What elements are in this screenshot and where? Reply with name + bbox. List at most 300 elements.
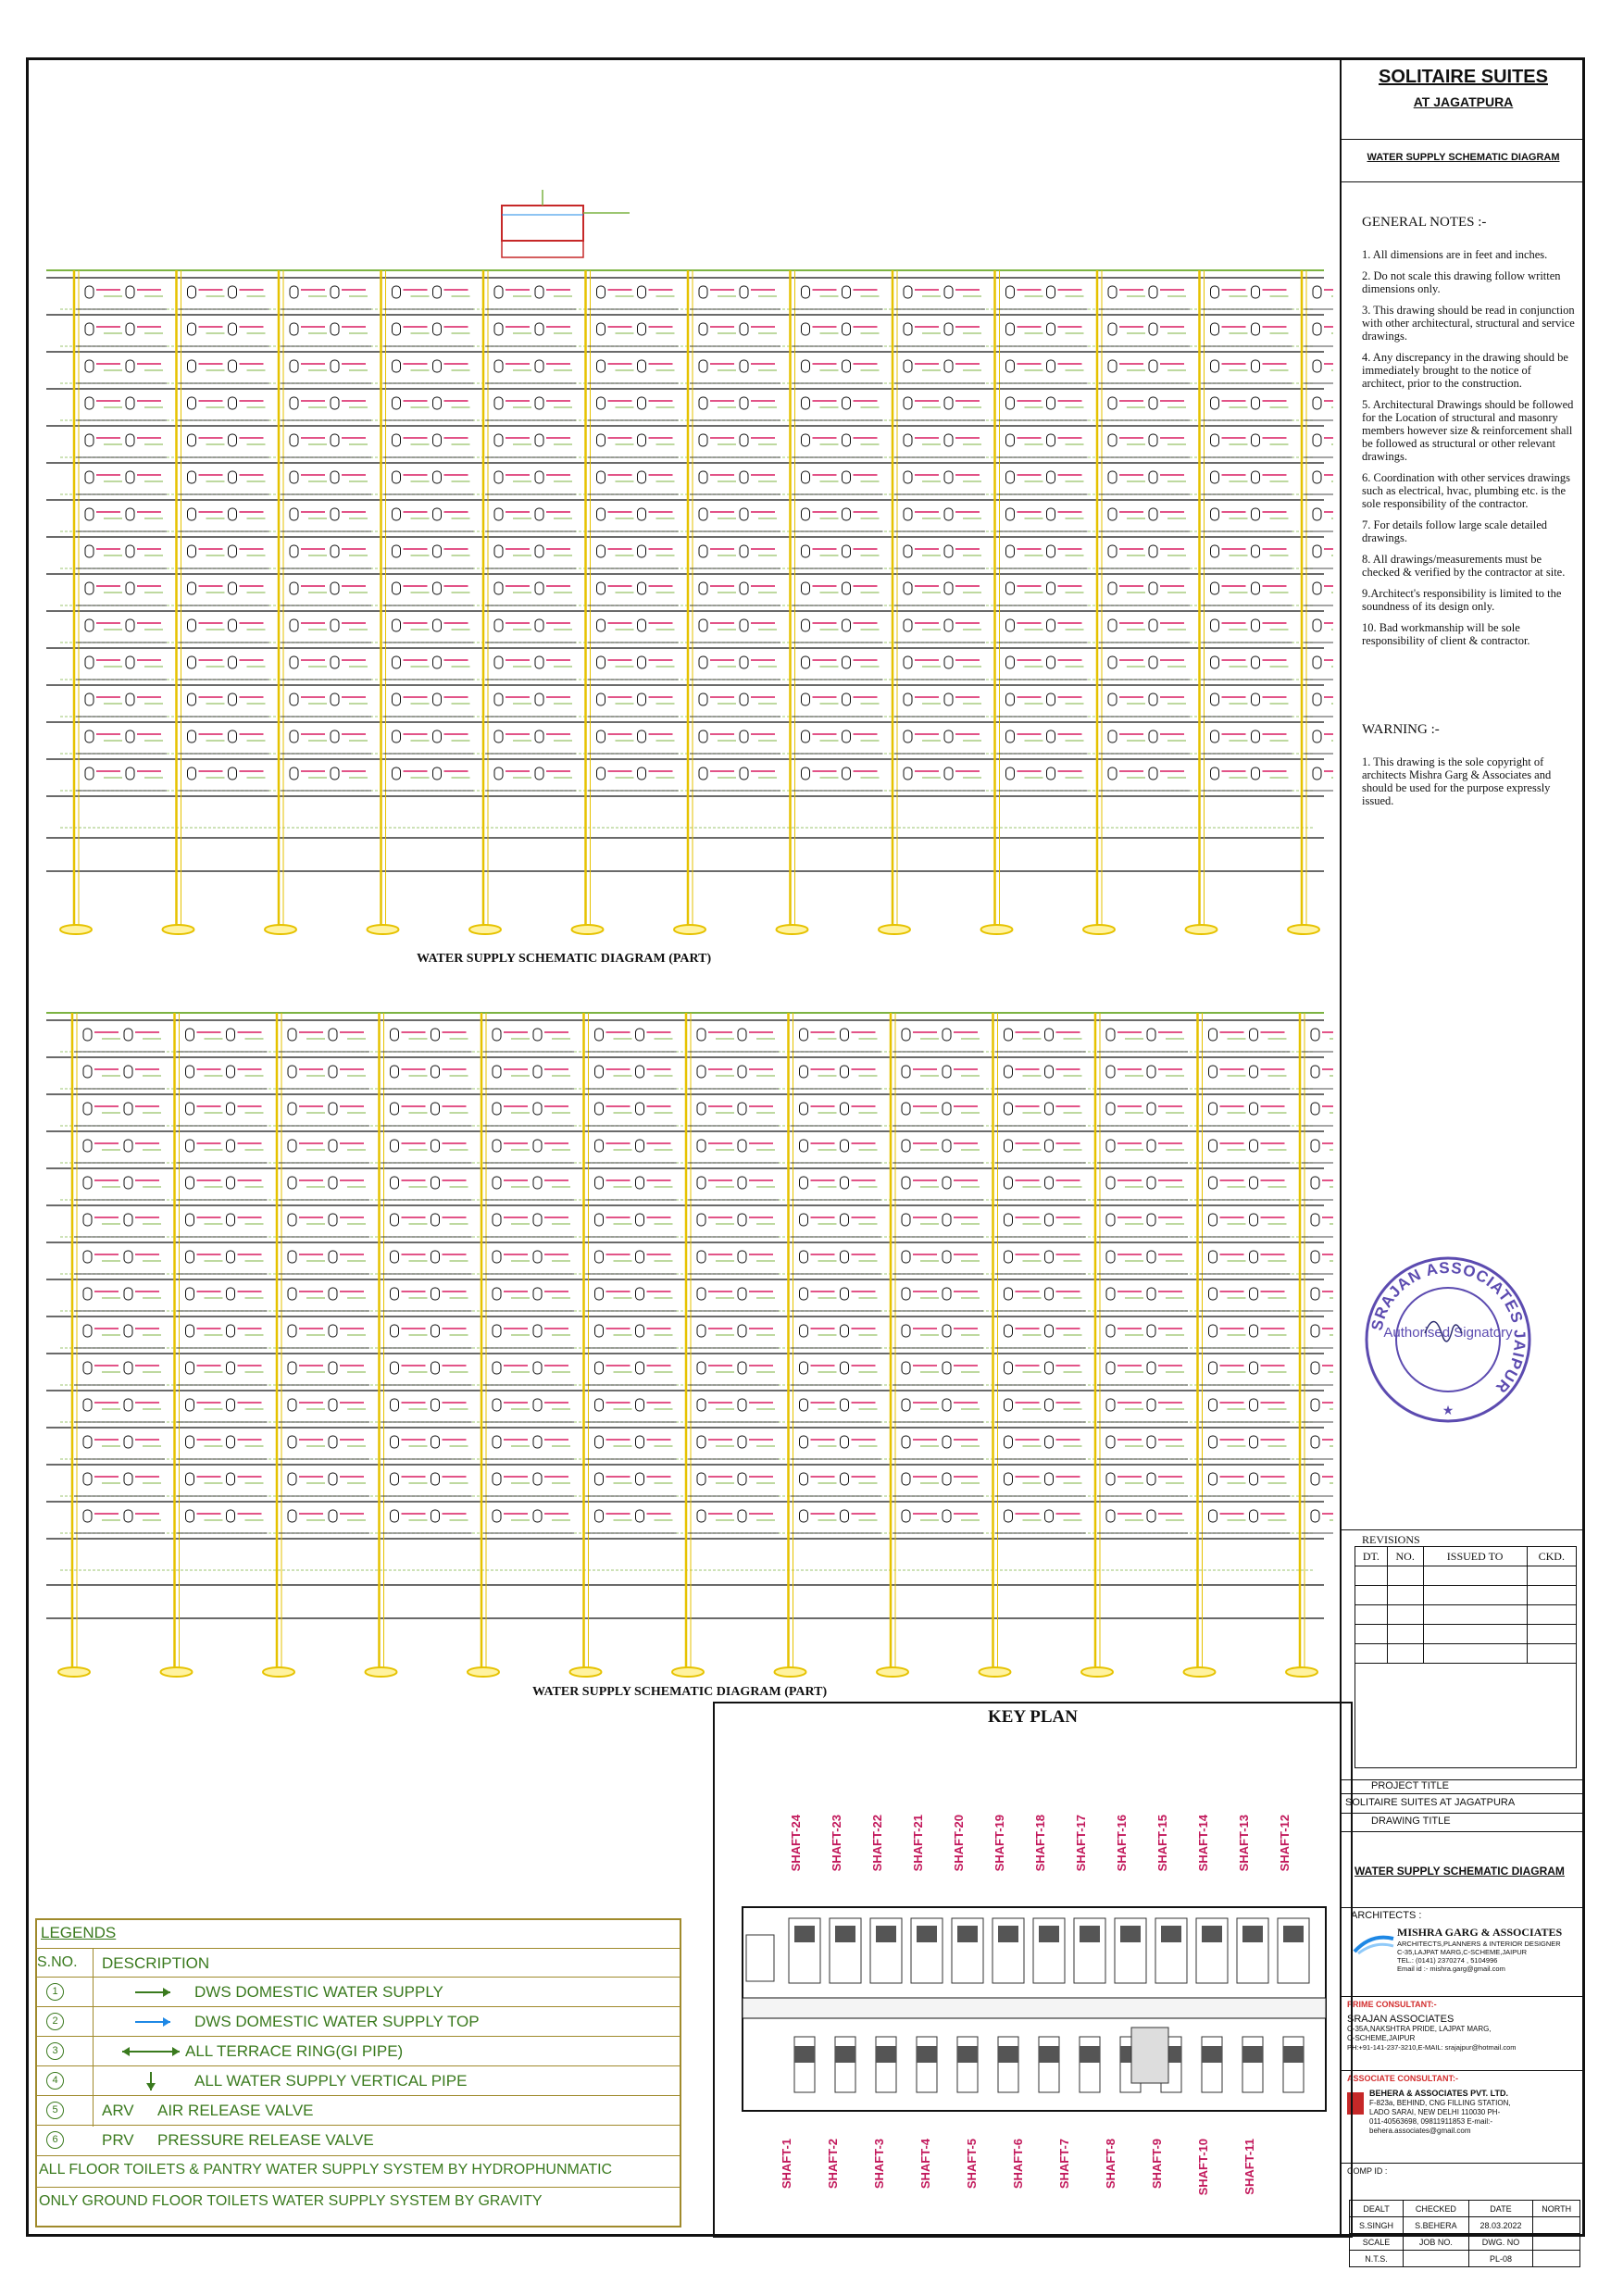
room-fixture	[1039, 2046, 1059, 2063]
toilet-fixture	[494, 397, 503, 409]
toilet-fixture	[1045, 1251, 1054, 1263]
toilet-fixture	[288, 1251, 296, 1263]
toilet-fixture	[697, 1140, 705, 1152]
toilet-fixture	[1047, 582, 1055, 594]
toilet-fixture	[1108, 323, 1117, 335]
shaft-label: SHAFT-6	[1011, 2139, 1025, 2190]
toilet-fixture	[944, 508, 953, 520]
toilet-fixture	[800, 1066, 808, 1078]
toilet-fixture	[229, 360, 237, 372]
toilet-fixture	[1045, 1140, 1054, 1152]
toilet-fixture	[944, 545, 953, 557]
toilet-fixture	[331, 545, 339, 557]
toilet-fixture	[1209, 1029, 1217, 1041]
legend-row	[37, 2036, 680, 2065]
signoff-cell: S.SINGH	[1350, 2217, 1404, 2234]
toilet-fixture	[904, 582, 912, 594]
toilet-fixture	[433, 656, 442, 668]
signoff-cell	[1533, 2217, 1580, 2234]
toilet-fixture	[391, 1066, 399, 1078]
toilet-fixture	[227, 1362, 235, 1374]
toilet-fixture	[595, 1029, 604, 1041]
toilet-fixture	[290, 693, 298, 705]
toilet-fixture	[902, 1362, 910, 1374]
toilet-fixture	[433, 323, 442, 335]
toilet-fixture	[1313, 471, 1321, 483]
toilet-fixture	[1209, 1510, 1217, 1522]
toilet-fixture	[433, 360, 442, 372]
toilet-fixture	[290, 397, 298, 409]
toilet-fixture	[1047, 323, 1055, 335]
toilet-fixture	[902, 1325, 910, 1337]
toilet-fixture	[1106, 1288, 1115, 1300]
toilet-fixture	[904, 397, 912, 409]
legend-row-description: PRESSURE RELEASE VALVE	[157, 2131, 374, 2149]
toilet-fixture	[636, 1177, 644, 1189]
toilet-fixture	[1211, 434, 1219, 446]
toilet-fixture	[1006, 397, 1015, 409]
toilet-fixture	[1047, 286, 1055, 298]
toilet-fixture	[638, 582, 646, 594]
toilet-fixture	[124, 1473, 132, 1485]
toilet-fixture	[1147, 1103, 1155, 1115]
toilet-fixture	[1313, 397, 1321, 409]
legend-symbol-icon	[119, 2013, 183, 2031]
toilet-fixture	[636, 1251, 644, 1263]
toilet-fixture	[800, 1177, 808, 1189]
toilet-fixture	[290, 323, 298, 335]
toilet-fixture	[433, 619, 442, 631]
toilet-fixture	[431, 1103, 440, 1115]
toilet-fixture	[126, 323, 134, 335]
toilet-fixture	[1313, 286, 1321, 298]
toilet-fixture	[288, 1066, 296, 1078]
toilet-fixture	[331, 286, 339, 298]
toilet-fixture	[126, 656, 134, 668]
toilet-fixture	[1313, 693, 1321, 705]
riser-base	[1083, 925, 1115, 934]
shaft-label: SHAFT-17	[1074, 1815, 1088, 1872]
toilet-fixture	[802, 582, 810, 594]
toilet-fixture	[944, 619, 953, 631]
toilet-fixture	[943, 1214, 951, 1226]
riser-base	[879, 925, 910, 934]
toilet-fixture	[1047, 730, 1055, 742]
toilet-fixture	[597, 545, 606, 557]
toilet-fixture	[83, 1029, 92, 1041]
toilet-fixture	[1313, 323, 1321, 335]
toilet-fixture	[494, 619, 503, 631]
legend-box	[35, 1918, 681, 2227]
toilet-fixture	[186, 1103, 194, 1115]
toilet-fixture	[433, 693, 442, 705]
toilet-fixture	[1311, 1214, 1319, 1226]
approval-stamp	[1360, 1252, 1536, 1428]
toilet-fixture	[699, 656, 707, 668]
signoff-cell: PL-08	[1468, 2251, 1533, 2267]
toilet-fixture	[227, 1473, 235, 1485]
toilet-fixture	[493, 1177, 501, 1189]
toilet-fixture	[431, 1436, 440, 1448]
toilet-fixture	[697, 1473, 705, 1485]
toilet-fixture	[740, 286, 748, 298]
toilet-fixture	[1252, 767, 1260, 780]
toilet-fixture	[535, 693, 543, 705]
toilet-fixture	[1149, 656, 1157, 668]
toilet-fixture	[1147, 1362, 1155, 1374]
general-notes	[1362, 248, 1575, 655]
toilet-fixture	[1045, 1362, 1054, 1374]
toilet-fixture	[1045, 1177, 1054, 1189]
toilet-fixture	[1047, 619, 1055, 631]
toilet-fixture	[85, 360, 94, 372]
toilet-fixture	[493, 1473, 501, 1485]
toilet-fixture	[533, 1029, 542, 1041]
toilet-fixture	[126, 545, 134, 557]
toilet-fixture	[1211, 545, 1219, 557]
toilet-fixture	[331, 767, 339, 780]
toilet-fixture	[638, 397, 646, 409]
toilet-fixture	[124, 1214, 132, 1226]
toilet-fixture	[188, 656, 196, 668]
toilet-fixture	[227, 1177, 235, 1189]
toilet-fixture	[1149, 471, 1157, 483]
toilet-fixture	[85, 582, 94, 594]
toilet-fixture	[331, 619, 339, 631]
toilet-fixture	[494, 360, 503, 372]
toilet-fixture	[329, 1140, 337, 1152]
toilet-fixture	[533, 1436, 542, 1448]
toilet-fixture	[636, 1510, 644, 1522]
legend-note-1: ALL FLOOR TOILETS & PANTRY WATER SUPPLY SYSTEM BY HYDROPHUNMATIC	[39, 2162, 613, 2177]
room-fixture	[957, 2046, 978, 2063]
shaft-label: SHAFT-10	[1196, 2139, 1210, 2196]
toilet-fixture	[331, 656, 339, 668]
toilet-fixture	[83, 1436, 92, 1448]
toilet-fixture	[188, 730, 196, 742]
shaft-label: SHAFT-20	[952, 1815, 966, 1872]
toilet-fixture	[1149, 508, 1157, 520]
signoff-table	[1349, 2200, 1580, 2267]
general-note-item: 10. Bad workmanship will be sole responsibility of client & contractor.	[1362, 621, 1530, 647]
toilet-fixture	[699, 471, 707, 483]
toilet-fixture	[1311, 1399, 1319, 1411]
toilet-fixture	[188, 693, 196, 705]
toilet-fixture	[535, 323, 543, 335]
shaft-label: SHAFT-4	[918, 2139, 932, 2190]
room-fixture	[1080, 2046, 1100, 2063]
toilet-fixture	[802, 656, 810, 668]
toilet-fixture	[841, 1251, 849, 1263]
legend-col-sno: S.NO.	[37, 1954, 78, 1970]
toilet-fixture	[904, 508, 912, 520]
toilet-fixture	[188, 286, 196, 298]
toilet-fixture	[1045, 1066, 1054, 1078]
toilet-fixture	[1147, 1325, 1155, 1337]
toilet-fixture	[636, 1399, 644, 1411]
toilet-fixture	[393, 471, 401, 483]
toilet-fixture	[638, 508, 646, 520]
toilet-fixture	[186, 1214, 194, 1226]
toilet-fixture	[944, 582, 953, 594]
toilet-fixture	[1250, 1066, 1258, 1078]
toilet-fixture	[391, 1325, 399, 1337]
toilet-fixture	[740, 397, 748, 409]
toilet-fixture	[124, 1066, 132, 1078]
legend-row-number: 4	[46, 2072, 64, 2090]
toilet-fixture	[1005, 1103, 1013, 1115]
toilet-fixture	[841, 1066, 849, 1078]
toilet-fixture	[229, 286, 237, 298]
toilet-fixture	[393, 508, 401, 520]
legend-symbol-icon	[119, 2042, 183, 2061]
architects-name: MISHRA GARG & ASSOCIATES	[1397, 1926, 1563, 1939]
legend-row-number: 6	[46, 2131, 64, 2149]
legend-row	[37, 1977, 680, 2006]
toilet-fixture	[85, 471, 94, 483]
room-fixture	[876, 1926, 896, 1942]
toilet-fixture	[493, 1288, 501, 1300]
general-note-item: 7. For details follow large scale detailed drawings.	[1362, 518, 1548, 544]
toilet-fixture	[904, 286, 912, 298]
toilet-fixture	[843, 693, 851, 705]
toilet-fixture	[329, 1251, 337, 1263]
toilet-fixture	[126, 471, 134, 483]
toilet-fixture	[83, 1066, 92, 1078]
toilet-fixture	[124, 1251, 132, 1263]
toilet-fixture	[944, 397, 953, 409]
toilet-fixture	[1313, 545, 1321, 557]
toilet-fixture	[1045, 1325, 1054, 1337]
room-fixture	[794, 1926, 815, 1942]
toilet-fixture	[595, 1103, 604, 1115]
shaft-label: SHAFT-5	[965, 2139, 979, 2190]
toilet-fixture	[944, 693, 953, 705]
signoff-cell: DEALT	[1350, 2201, 1404, 2217]
key-plan	[713, 1702, 1353, 2238]
toilet-fixture	[944, 730, 953, 742]
toilet-fixture	[83, 1251, 92, 1263]
toilet-fixture	[638, 434, 646, 446]
toilet-fixture	[1005, 1436, 1013, 1448]
toilet-fixture	[1045, 1103, 1054, 1115]
toilet-fixture	[636, 1066, 644, 1078]
legend-header-row	[37, 1948, 680, 1978]
shaft-label: SHAFT-19	[993, 1815, 1006, 1872]
toilet-fixture	[493, 1436, 501, 1448]
legend-row-description: DWS DOMESTIC WATER SUPPLY	[194, 1983, 443, 2001]
toilet-fixture	[1005, 1251, 1013, 1263]
architects-email: Email id :- mishra.garg@gmail.com	[1397, 1965, 1505, 1973]
toilet-fixture	[1211, 693, 1219, 705]
toilet-fixture	[697, 1510, 705, 1522]
toilet-fixture	[494, 582, 503, 594]
toilet-fixture	[597, 767, 606, 780]
toilet-fixture	[904, 471, 912, 483]
toilet-fixture	[290, 767, 298, 780]
toilet-fixture	[290, 471, 298, 483]
legend-heading: LEGENDS	[41, 1924, 117, 1941]
signoff-cell: DATE	[1468, 2201, 1533, 2217]
toilet-fixture	[1108, 286, 1117, 298]
toilet-fixture	[1106, 1510, 1115, 1522]
toilet-fixture	[431, 1251, 440, 1263]
riser-base	[1081, 1667, 1113, 1677]
toilet-fixture	[1209, 1288, 1217, 1300]
toilet-fixture	[188, 508, 196, 520]
toilet-fixture	[800, 1029, 808, 1041]
toilet-fixture	[1211, 360, 1219, 372]
toilet-fixture	[1047, 545, 1055, 557]
toilet-fixture	[843, 582, 851, 594]
riser-base	[1288, 925, 1319, 934]
toilet-fixture	[1108, 619, 1117, 631]
toilet-fixture	[1250, 1362, 1258, 1374]
toilet-fixture	[841, 1103, 849, 1115]
toilet-fixture	[1252, 656, 1260, 668]
toilet-fixture	[800, 1214, 808, 1226]
shaft-label: SHAFT-12	[1278, 1815, 1292, 1872]
toilet-fixture	[1006, 434, 1015, 446]
riser-base	[163, 925, 194, 934]
toilet-fixture	[83, 1288, 92, 1300]
toilet-fixture	[697, 1436, 705, 1448]
toilet-fixture	[1149, 619, 1157, 631]
room-fixture	[876, 2046, 896, 2063]
toilet-fixture	[843, 545, 851, 557]
toilet-fixture	[535, 397, 543, 409]
toilet-fixture	[699, 545, 707, 557]
toilet-fixture	[740, 360, 748, 372]
toilet-fixture	[331, 434, 339, 446]
toilet-fixture	[802, 619, 810, 631]
toilet-fixture	[533, 1473, 542, 1485]
toilet-fixture	[229, 656, 237, 668]
toilet-fixture	[494, 323, 503, 335]
toilet-fixture	[493, 1029, 501, 1041]
toilet-fixture	[943, 1473, 951, 1485]
toilet-fixture	[699, 508, 707, 520]
toilet-fixture	[227, 1214, 235, 1226]
toilet-fixture	[1209, 1103, 1217, 1115]
toilet-fixture	[638, 323, 646, 335]
toilet-fixture	[1209, 1214, 1217, 1226]
toilet-fixture	[1047, 508, 1055, 520]
toilet-fixture	[188, 360, 196, 372]
toilet-fixture	[431, 1362, 440, 1374]
toilet-fixture	[800, 1436, 808, 1448]
toilet-fixture	[1311, 1288, 1319, 1300]
riser-base	[775, 1667, 806, 1677]
toilet-fixture	[533, 1177, 542, 1189]
toilet-fixture	[331, 323, 339, 335]
room-fixture	[1161, 1926, 1181, 1942]
toilet-fixture	[331, 471, 339, 483]
toilet-fixture	[943, 1288, 951, 1300]
toilet-fixture	[595, 1399, 604, 1411]
toilet-fixture	[800, 1362, 808, 1374]
toilet-fixture	[288, 1103, 296, 1115]
toilet-fixture	[802, 693, 810, 705]
toilet-fixture	[802, 545, 810, 557]
toilet-fixture	[800, 1251, 808, 1263]
toilet-fixture	[1149, 323, 1157, 335]
sheet-title: WATER SUPPLY SCHEMATIC DIAGRAM	[1367, 152, 1560, 163]
toilet-fixture	[391, 1436, 399, 1448]
toilet-fixture	[1147, 1399, 1155, 1411]
toilet-fixture	[227, 1436, 235, 1448]
toilet-fixture	[431, 1510, 440, 1522]
general-note-item: 9.Architect's responsibility is limited to the soundness of its design only.	[1362, 587, 1562, 613]
toilet-fixture	[493, 1399, 501, 1411]
toilet-fixture	[329, 1325, 337, 1337]
toilet-fixture	[535, 582, 543, 594]
toilet-fixture	[124, 1436, 132, 1448]
toilet-fixture	[697, 1288, 705, 1300]
toilet-fixture	[738, 1325, 746, 1337]
toilet-fixture	[595, 1140, 604, 1152]
toilet-fixture	[227, 1325, 235, 1337]
toilet-fixture	[227, 1140, 235, 1152]
toilet-fixture	[494, 545, 503, 557]
toilet-fixture	[740, 656, 748, 668]
toilet-fixture	[124, 1362, 132, 1374]
toilet-fixture	[841, 1436, 849, 1448]
toilet-fixture	[802, 508, 810, 520]
toilet-fixture	[595, 1436, 604, 1448]
toilet-fixture	[391, 1214, 399, 1226]
toilet-fixture	[186, 1288, 194, 1300]
shaft-label: SHAFT-18	[1033, 1815, 1047, 1872]
toilet-fixture	[1149, 730, 1157, 742]
toilet-fixture	[699, 360, 707, 372]
toilet-fixture	[636, 1103, 644, 1115]
general-note-item: 1. All dimensions are in feet and inches.	[1362, 248, 1548, 261]
toilet-fixture	[494, 730, 503, 742]
toilet-fixture	[391, 1510, 399, 1522]
toilet-fixture	[699, 693, 707, 705]
toilet-fixture	[124, 1510, 132, 1522]
toilet-fixture	[1311, 1177, 1319, 1189]
toilet-fixture	[841, 1288, 849, 1300]
signoff-cell	[1533, 2251, 1580, 2267]
toilet-fixture	[227, 1103, 235, 1115]
toilet-fixture	[391, 1029, 399, 1041]
toilet-fixture	[393, 397, 401, 409]
lift-core	[1131, 2028, 1168, 2083]
general-note-item: 8. All drawings/measurements must be checked & verified by the contractor at site.	[1362, 553, 1566, 579]
toilet-fixture	[227, 1288, 235, 1300]
toilet-fixture	[1108, 471, 1117, 483]
toilet-fixture	[740, 619, 748, 631]
toilet-fixture	[1252, 545, 1260, 557]
toilet-fixture	[1006, 545, 1015, 557]
toilet-fixture	[740, 693, 748, 705]
toilet-fixture	[1147, 1251, 1155, 1263]
toilet-fixture	[1311, 1473, 1319, 1485]
toilet-fixture	[1147, 1029, 1155, 1041]
toilet-fixture	[1005, 1473, 1013, 1485]
room-fixture	[835, 2046, 855, 2063]
toilet-fixture	[431, 1288, 440, 1300]
toilet-fixture	[597, 360, 606, 372]
toilet-fixture	[493, 1140, 501, 1152]
toilet-fixture	[431, 1177, 440, 1189]
toilet-fixture	[1311, 1103, 1319, 1115]
toilet-fixture	[1209, 1325, 1217, 1337]
toilet-fixture	[1108, 767, 1117, 780]
toilet-fixture	[290, 286, 298, 298]
